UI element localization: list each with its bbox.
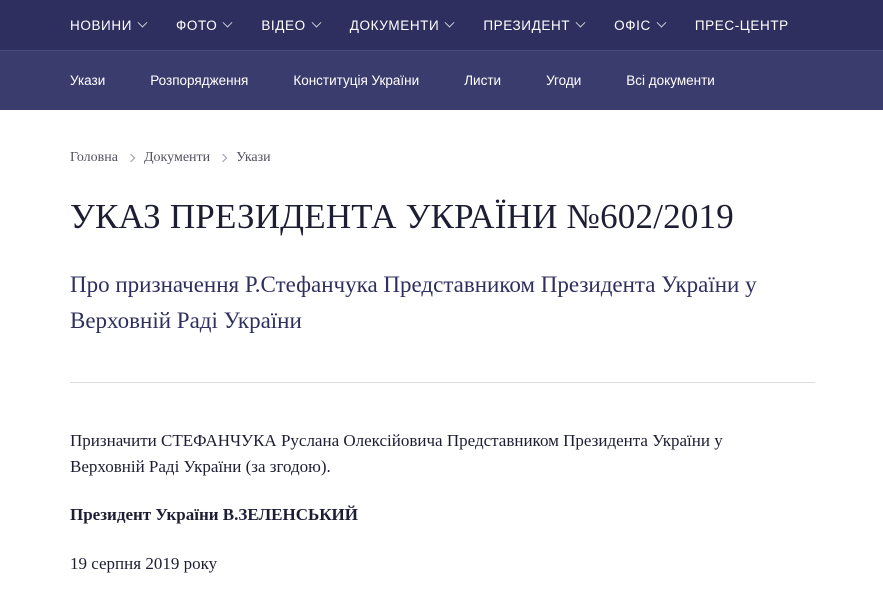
nav-item-label: ПРЕС-ЦЕНТР xyxy=(694,17,789,33)
nav-item-office[interactable] xyxy=(614,18,665,33)
chevron-down-icon xyxy=(445,17,455,27)
main-content xyxy=(0,110,883,613)
subnav-item-decrees[interactable]: Укази xyxy=(70,73,106,88)
nav-item-label: ВІДЕО xyxy=(261,17,306,33)
nav-item-label: ДОКУМЕНТИ xyxy=(349,17,440,33)
nav-item-news[interactable] xyxy=(70,18,146,33)
document-paragraph: Призначити СТЕФАНЧУКА Руслана Олексійовича Представником Президента України у Верховній Раді України (за згодою). xyxy=(70,430,723,476)
breadcrumb xyxy=(70,110,813,170)
chevron-down-icon xyxy=(138,17,148,27)
nav-item-label: ФОТО xyxy=(176,17,218,33)
document-body xyxy=(70,428,800,577)
subnav-item-orders[interactable]: Розпорядження xyxy=(150,73,249,88)
page-title: УКАЗ ПРЕЗИДЕНТА УКРАЇНИ №602/2019 xyxy=(70,197,734,236)
subnav-item-agreements[interactable]: Угоди xyxy=(546,73,582,88)
secondary-navigation xyxy=(0,50,883,110)
breadcrumb-item-home[interactable]: Головна xyxy=(70,150,118,165)
subnav-item-constitution[interactable]: Конституція України xyxy=(293,73,420,88)
subnav-item-all-documents[interactable]: Всі документи xyxy=(626,73,715,88)
nav-item-label: ПРЕЗИДЕНТ xyxy=(483,17,571,33)
chevron-right-icon xyxy=(127,154,135,162)
title-divider xyxy=(70,382,815,383)
subnav-item-letters[interactable]: Листи xyxy=(464,73,502,88)
document-signature: Президент України В.ЗЕЛЕНСЬКИЙ xyxy=(70,505,358,525)
chevron-down-icon xyxy=(576,17,586,27)
document-date: 19 серпня 2019 року xyxy=(70,553,218,573)
breadcrumb-item-current: Укази xyxy=(236,150,271,165)
nav-item-label: ОФІС xyxy=(614,17,651,33)
breadcrumb-item-documents[interactable]: Документи xyxy=(143,150,211,165)
chevron-down-icon xyxy=(311,17,321,27)
nav-item-president[interactable] xyxy=(483,18,584,33)
nav-item-documents[interactable] xyxy=(350,18,454,33)
nav-item-press-center[interactable] xyxy=(695,18,789,33)
chevron-down-icon xyxy=(656,17,666,27)
nav-item-photo[interactable] xyxy=(176,18,231,33)
nav-item-video[interactable] xyxy=(261,18,319,33)
chevron-right-icon xyxy=(219,154,227,162)
primary-navigation xyxy=(0,0,883,50)
nav-item-label: НОВИНИ xyxy=(70,17,133,33)
chevron-down-icon xyxy=(223,17,233,27)
document-subtitle: Про призначення Р.Стефанчука Представником Президента України у Верховній Раді України xyxy=(70,272,757,333)
